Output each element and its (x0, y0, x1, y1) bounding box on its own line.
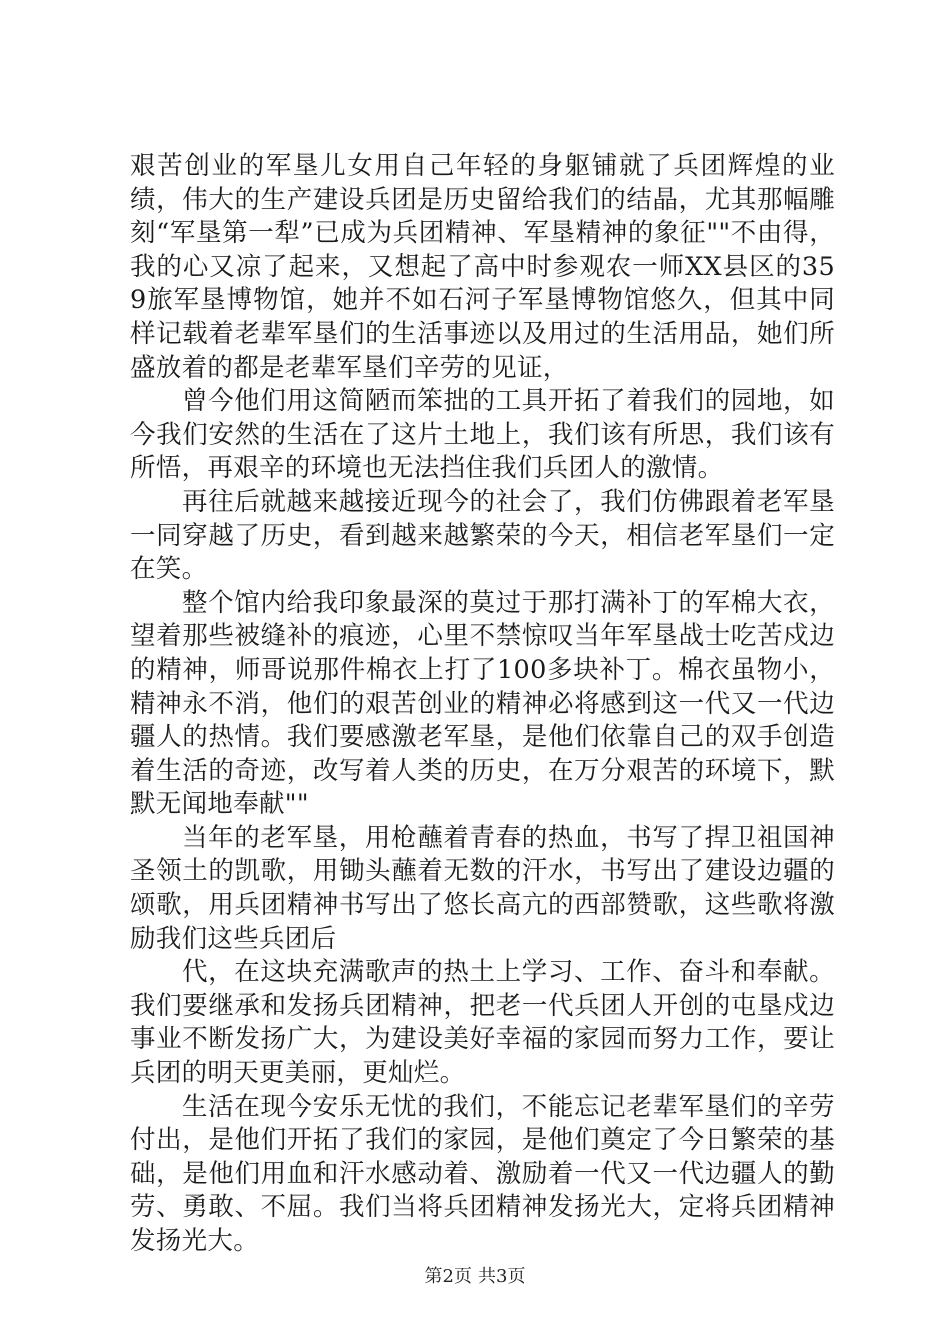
page-number-current: 第2页 (424, 1266, 472, 1287)
paragraph-3: 再往后就越来越接近现今的社会了，我们仿佛跟着老军垦一同穿越了历史，看到越来越繁荣的今天，相信老军垦们一定在笑。 (130, 486, 835, 585)
paragraph-5: 当年的老军垦，用枪蘸着青春的热血，书写了捍卫祖国神圣领土的凯歌，用锄头蘸着无数的汗水，书写出了建设边疆的颂歌，用兵团精神书写出了悠长高亢的西部赞歌，这些歌将激励我们这些兵团后 (130, 822, 835, 954)
page-footer (0, 1265, 950, 1289)
paragraph-2: 曾今他们用这简陋而笨拙的工具开拓了着我们的园地，如今我们安然的生活在了这片土地上，我们该有所思，我们该有所悟，再艰辛的环境也无法挡住我们兵团人的激情。 (130, 386, 835, 484)
paragraph-6: 代，在这块充满歌声的热土上学习、工作、奋斗和奉献。我们要继承和发扬兵团精神，把老一代兵团人开创的屯垦戍边事业不断发扬广大，为建设美好幸福的家园而努力工作，要让兵团的明天更美丽，更灿烂。 (130, 957, 835, 1089)
document-body (130, 150, 835, 1259)
paragraph-7: 生活在现今安乐无忧的我们，不能忘记老辈军垦们的辛劳付出，是他们开拓了我们的家园，是他们奠定了今日繁荣的基础，是他们用血和汗水感动着、激励着一代又一代边疆人的勤劳、勇敢、不屈。我们当将兵团精神发扬光大，定将兵团精神发扬光大。 (130, 1091, 835, 1256)
paragraph-1: 艰苦创业的军垦儿女用自己年轻的身躯铺就了兵团辉煌的业绩，伟大的生产建设兵团是历史留给我们的结晶，尤其那幅雕刻“军垦第一犁”已成为兵团精神、军垦精神的象征""不由得，我的心又凉了起来，又想起了高中时参观农一师XX县区的359旅军垦博物馆，她并不如石河子军垦博物馆悠久，但其中同样记载着老辈军垦们的生活事迹以及用过的生活用品，她们所盛放着的都是老辈军垦们辛劳的见证， (130, 151, 835, 383)
page-number-total: 共3页 (478, 1266, 526, 1287)
paragraph-4: 整个馆内给我印象最深的莫过于那打满补丁的军棉大衣，望着那些被缝补的痕迹，心里不禁惊叹当年军垦战士吃苦戍边的精神，师哥说那件棉衣上打了100多块补丁。棉衣虽物小，精神永不消，他们的艰苦创业的精神必将感到这一代又一代边疆人的热情。我们要感激老军垦，是他们依靠自己的双手创造着生活的奇迹，改写着人类的历史，在万分艰苦的环境下，默默无闻地奉献"" (130, 587, 835, 820)
